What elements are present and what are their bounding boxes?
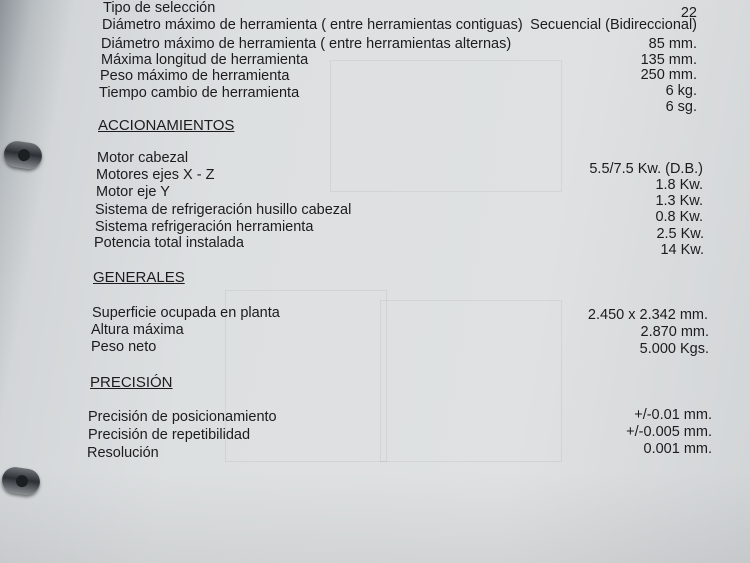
spec-label: Diámetro máximo de herramienta ( entre herramientas alternas) [101,36,512,52]
spec-value: 14 Kw. [660,242,704,258]
spec-value: 5.5/7.5 Kw. (D.B.) [589,161,703,177]
spec-label: Tipo de selección [103,0,216,16]
spec-label: Motor eje Y [96,184,170,200]
spec-value: 2.450 x 2.342 mm. [587,307,708,323]
spec-label: Superficie ocupada en planta [92,305,280,321]
spec-label: Altura máxima [91,322,184,338]
section-heading-accionamientos: ACCIONAMIENTOS [98,117,235,134]
spec-value: 2.870 mm. [640,324,709,340]
spec-value: 6 sg. [665,99,697,115]
spec-value: 2.5 Kw. [656,226,704,242]
spec-value: 1.3 Kw. [655,193,703,209]
spec-label: Diámetro máximo de herramienta ( entre herramientas contiguas) [102,17,523,33]
spec-value: 6 kg. [665,83,697,99]
spec-label: Motores ejes X - Z [96,167,215,183]
spec-value: 1.8 Kw. [655,177,703,193]
spec-value: 250 mm. [640,67,697,83]
spec-label: Peso máximo de herramienta [100,68,290,84]
spec-value: 0.8 Kw. [655,209,703,225]
spec-value: 0.001 mm. [643,441,712,457]
spec-label: Peso neto [91,339,157,355]
binder-ring [2,139,43,170]
section-heading-generales: GENERALES [93,269,185,286]
spec-label: Tiempo cambio de herramienta [99,85,300,101]
spec-label: Precisión de repetibilidad [88,427,251,443]
spec-value: 135 mm. [640,52,697,68]
spec-value: 85 mm. [648,36,697,52]
spec-label: Sistema refrigeración herramienta [95,219,314,235]
spec-value: 5.000 Kgs. [639,341,709,357]
show-through-box [380,300,562,462]
spec-label: Potencia total instalada [94,235,244,251]
spec-value: 22 [680,5,697,21]
binder-ring [0,465,41,496]
spec-label: Sistema de refrigeración husillo cabezal [95,202,352,218]
spec-label: Precisión de posicionamiento [88,409,277,425]
spec-value: +/-0.005 mm. [626,424,712,440]
spec-label: Máxima longitud de herramienta [101,52,309,68]
spec-value: Secuencial (Bidireccional) [530,17,697,33]
spec-value: +/-0.01 mm. [634,407,712,423]
section-heading-precision: PRECISIÓN [90,374,173,391]
show-through-box [330,60,562,192]
spec-label: Motor cabezal [97,150,189,166]
spec-label: Resolución [87,445,159,461]
